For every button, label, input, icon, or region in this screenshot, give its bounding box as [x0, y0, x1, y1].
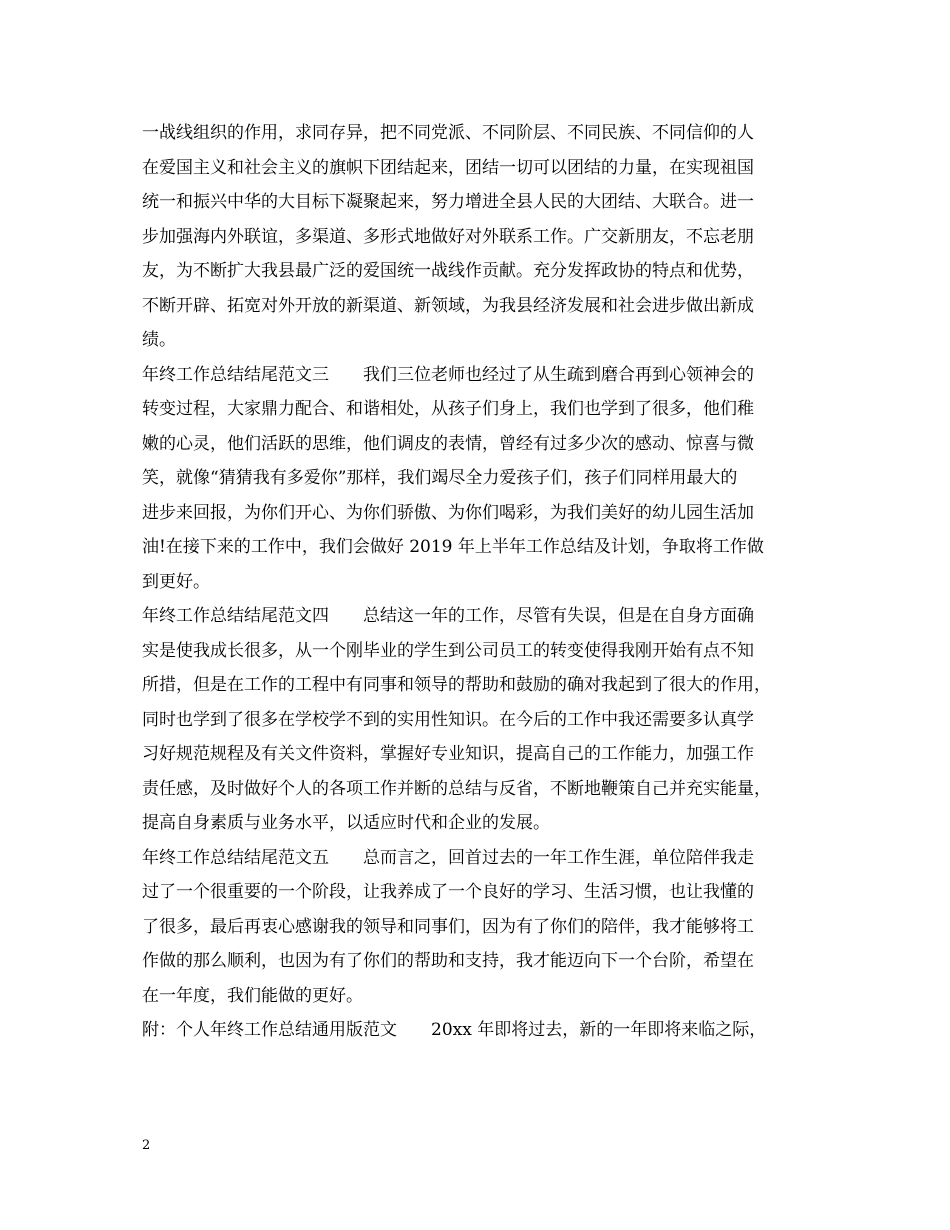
section-heading-line: 附：个人年终工作总结通用版范文 20xx 年即将过去，新的一年即将来临之际， [142, 1020, 767, 1040]
text-line: 同时也学到了很多在学校学不到的实用性知识。在今后的工作中我还需要多认真学 [142, 709, 754, 730]
section-heading-line: 年终工作总结结尾范文四 总结这一年的工作，尽管有失误，但是在自身方面确 [142, 606, 754, 626]
section-heading-line: 年终工作总结结尾范文三 我们三位老师也经过了从生疏到磨合再到心领神会的 [142, 364, 754, 385]
text-line: 统一和振兴中华的大目标下凝聚起来，努力增进全县人民的大团结、大联合。进一 [142, 192, 754, 212]
section-heading-line: 年终工作总结结尾范文五 总而言之，回首过去的一年工作生涯，单位陪伴我走 [142, 847, 754, 868]
text-line: 转变过程，大家鼎力配合、和谐相处，从孩子们身上，我们也学到了很多，他们稚 [142, 399, 754, 419]
text-line: 步加强海内外联谊，多渠道、多形式地做好对外联系工作。广交新朋友，不忘老朋 [142, 226, 754, 247]
text-line: 一战线组织的作用，求同存异，把不同党派、不同阶层、不同民族、不同信仰的人 [142, 123, 754, 143]
text-line: 所措，但是在工作的工程中有同事和领导的帮助和鼓励的确对我起到了很大的作用， [142, 675, 771, 695]
page-number: 2 [142, 1138, 151, 1153]
text-line: 到更好。 [142, 571, 210, 592]
text-line: 提高自身素质与业务水平，以适应时代和企业的发展。 [142, 813, 550, 833]
text-line: 进步来回报，为你们开心、为你们骄傲、为你们喝彩，为我们美好的幼儿园生活加 [142, 502, 754, 523]
text-line: 油!在接下来的工作中，我们会做好 2019 年上半年工作总结及计划，争取将工作做 [142, 537, 764, 557]
text-line: 不断开辟、拓宽对外开放的新渠道、新领域，为我县经济发展和社会进步做出新成 [142, 295, 754, 316]
text-line: 在爱国主义和社会主义的旗帜下团结起来，团结一切可以团结的力量，在实现祖国 [142, 157, 754, 178]
body-text [142, 116, 822, 1048]
text-line: 友，为不断扩大我县最广泛的爱国统一战线作贡献。充分发挥政协的特点和优势， [142, 261, 754, 281]
text-line: 嫩的心灵，他们活跃的思维，他们调皮的表情，曾经有过多少次的感动、惊喜与微 [142, 433, 754, 454]
text-line: 习好规范规程及有关文件资料，掌握好专业知识，提高自己的工作能力，加强工作 [142, 744, 754, 764]
text-line: 作做的那么顺利，也因为有了你们的帮助和支持，我才能迈向下一个台阶，希望在 [142, 951, 754, 971]
text-line: 责任感，及时做好个人的各项工作并断的总结与反省，不断地鞭策自己并充实能量， [142, 778, 771, 799]
text-line: 实是使我成长很多，从一个刚毕业的学生到公司员工的转变使得我刚开始有点不知 [142, 640, 754, 661]
text-line: 绩。 [142, 330, 176, 350]
text-line: 过了一个很重要的一个阶段，让我养成了一个良好的学习、生活习惯，也让我懂的 [142, 882, 754, 902]
text-line: 笑，就像“猜猜我有多爱你”那样，我们竭尽全力爱孩子们，孩子们同样用最大的 [142, 468, 738, 488]
text-line: 了很多，最后再衷心感谢我的领导和同事们，因为有了你们的陪伴，我才能够将工 [142, 916, 754, 937]
text-line: 在一年度，我们能做的更好。 [142, 985, 363, 1006]
